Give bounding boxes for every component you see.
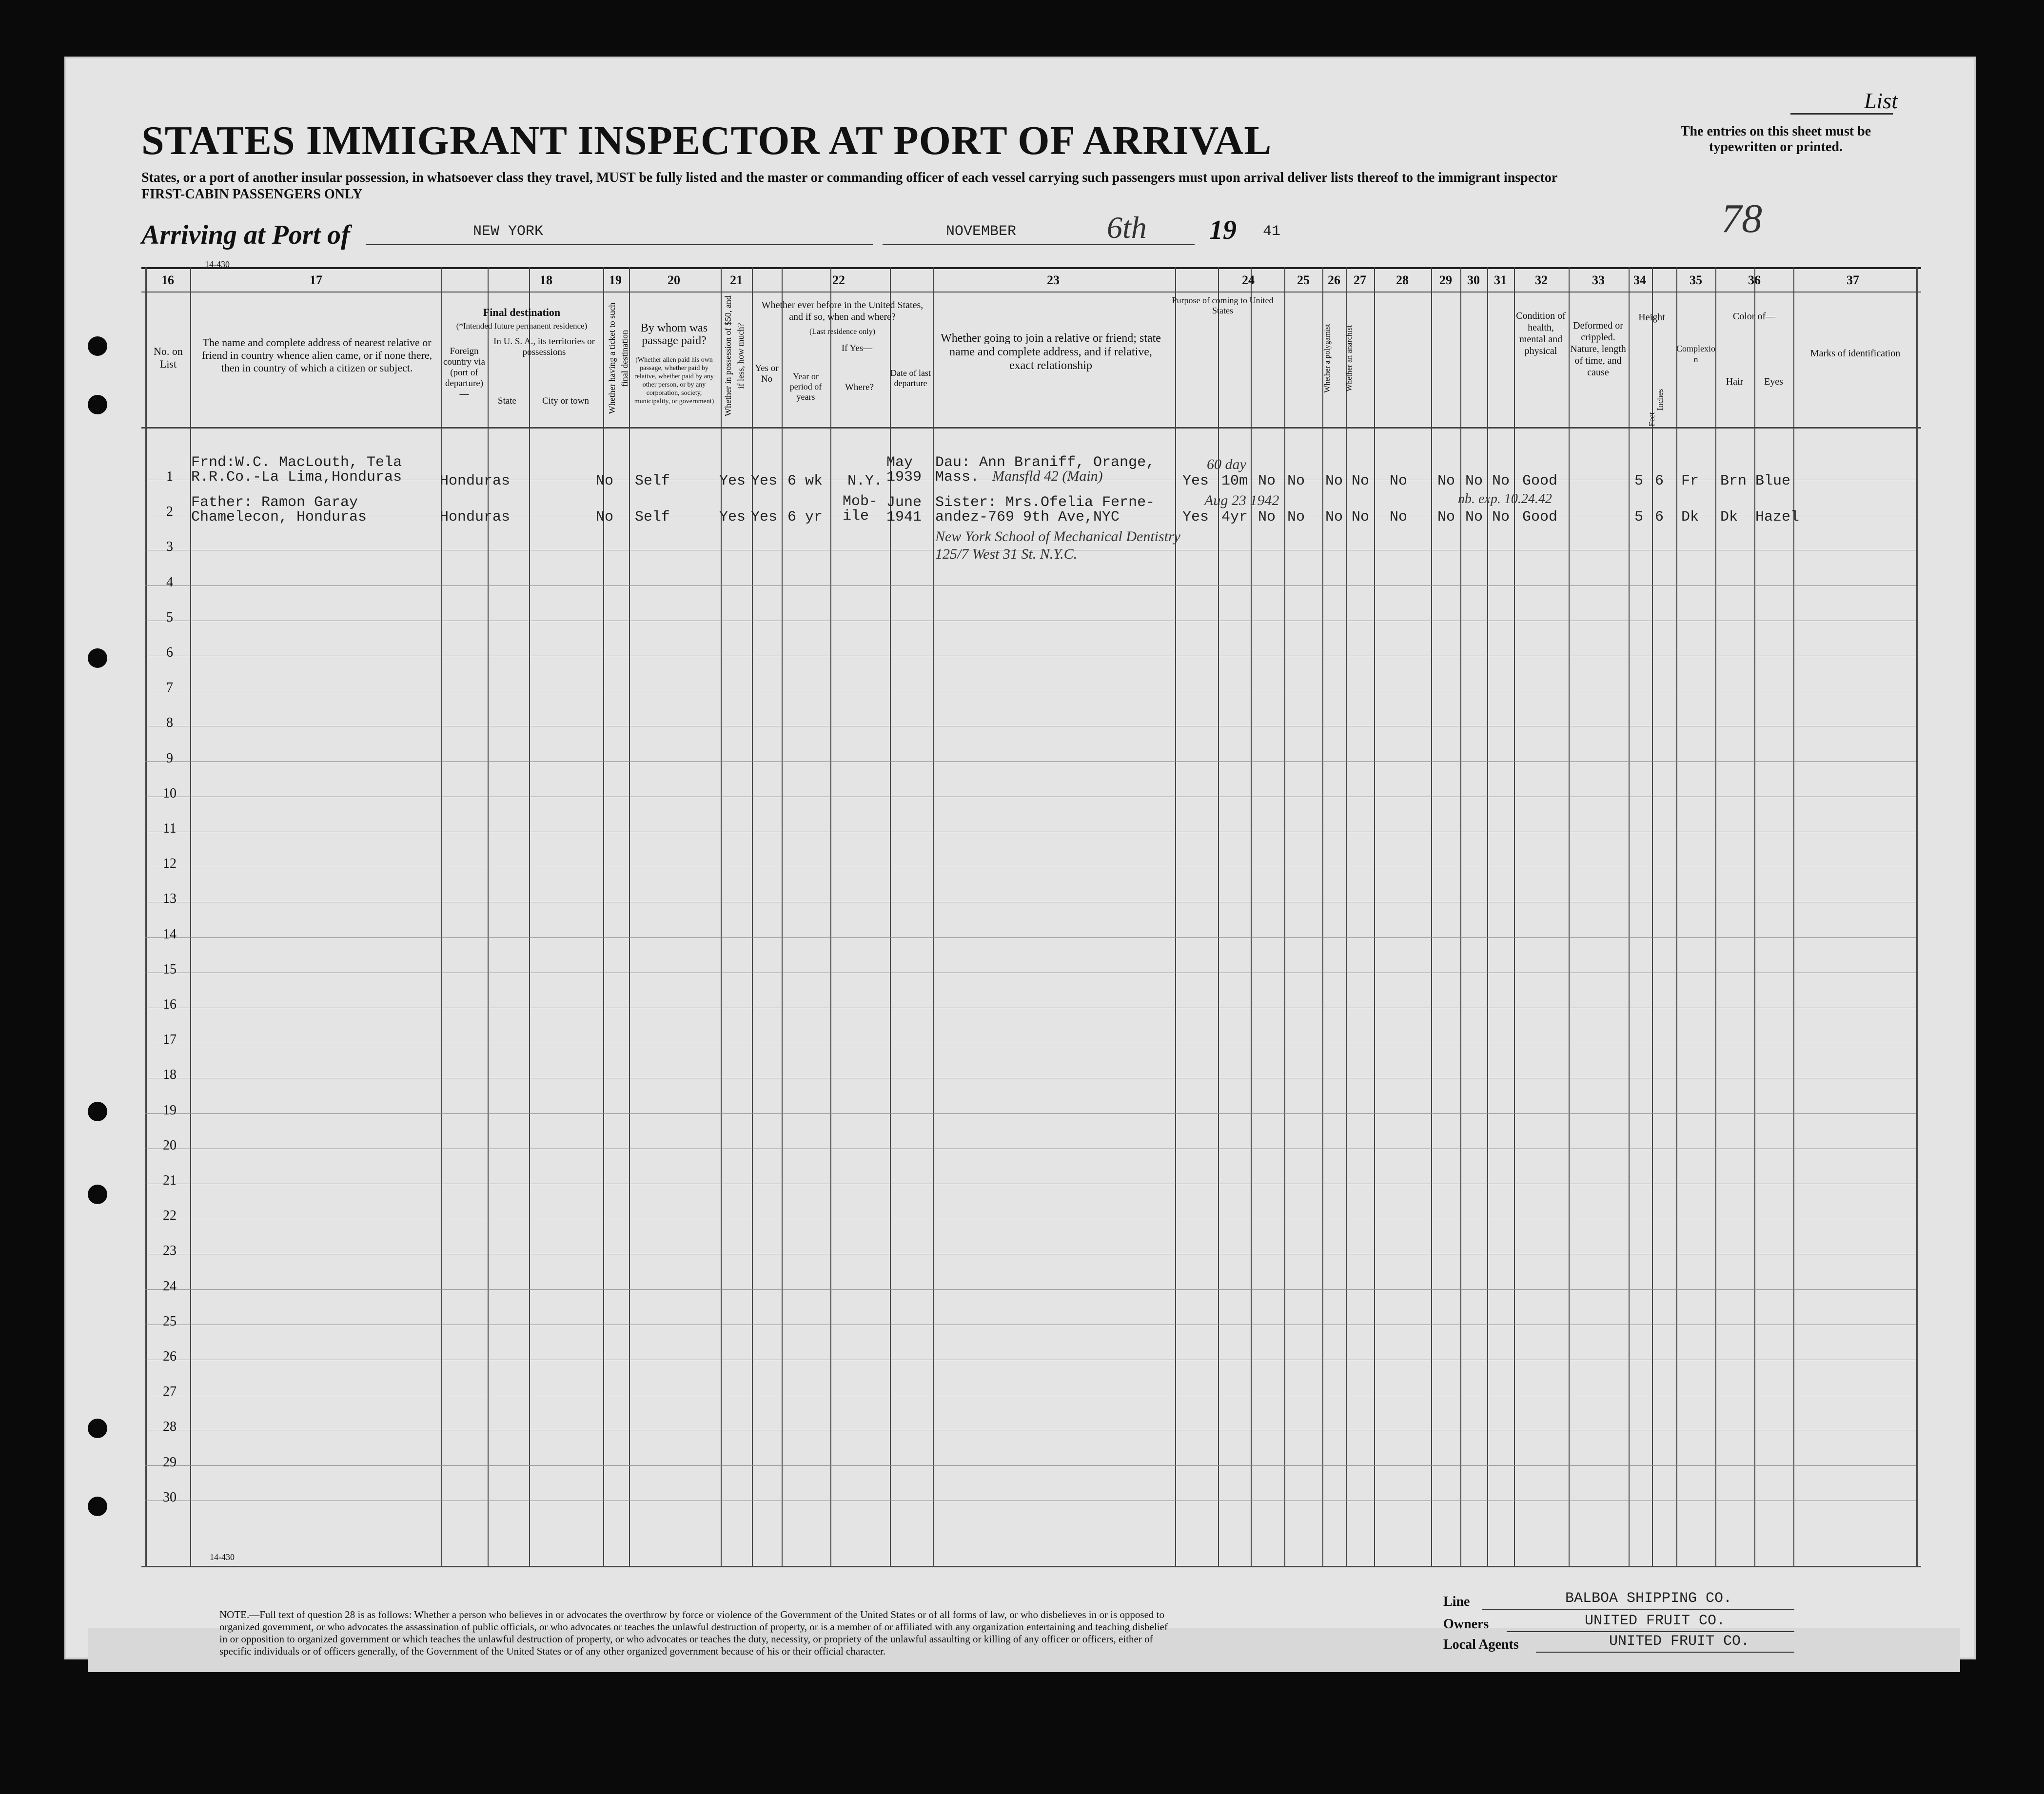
table-bottom-border (141, 1566, 1921, 1567)
column-number: 26 (1328, 273, 1340, 287)
state-header: State (498, 396, 516, 406)
owners-label: Owners (1443, 1617, 1489, 1632)
column-divider (1346, 267, 1347, 1566)
punch-hole (88, 648, 107, 668)
column-number: 36 (1748, 273, 1761, 287)
form-number: 14-430 (205, 259, 230, 269)
row-number: 16 (163, 997, 177, 1012)
purpose-note: 60 day (1207, 456, 1246, 472)
row-number: 6 (166, 645, 173, 660)
form-number-bottom: 14-430 (210, 1552, 235, 1562)
column-number: 21 (730, 273, 743, 287)
list-line (1790, 113, 1893, 115)
row-number: 23 (163, 1243, 177, 1259)
row-number: 25 (163, 1313, 177, 1329)
column-divider (145, 267, 147, 1566)
col30-note: nb. exp. 10.24.42 (1458, 491, 1552, 507)
list-label: List (1864, 88, 1898, 113)
column-divider (721, 267, 722, 1566)
hair-value: Brn (1720, 473, 1747, 489)
col-header-marks: Marks of identification (1810, 348, 1901, 359)
row-number: 3 (166, 539, 173, 555)
column-divider (1431, 267, 1432, 1566)
health-value: Good (1522, 473, 1558, 489)
anarchist-value: No (1352, 509, 1370, 526)
punch-hole (88, 1185, 107, 1204)
column-divider (1715, 267, 1716, 1566)
join-line-1: Dau: Ann Braniff, Orange, (935, 454, 1155, 471)
col29-value: No (1437, 509, 1455, 526)
column-number: 25 (1297, 273, 1310, 287)
final-dest-note: (*Intended future permanent residence) (456, 321, 588, 331)
column-divider (1460, 267, 1461, 1566)
column-divider (1175, 267, 1176, 1566)
col-header-passage: By whom was passage paid? (640, 322, 708, 347)
column-divider (1754, 267, 1755, 1566)
col29-value: No (1437, 473, 1455, 489)
column-divider (1374, 267, 1375, 1566)
date-line (883, 244, 1195, 245)
column-number: 28 (1396, 273, 1409, 287)
row-number: 13 (163, 891, 177, 907)
column-number: 29 (1439, 273, 1452, 287)
column-number: 19 (609, 273, 622, 287)
eyes-value: Hazel (1755, 509, 1800, 526)
row-number: 28 (163, 1419, 177, 1435)
row-number: 24 (163, 1278, 177, 1294)
month-value: NOVEMBER (946, 223, 1017, 240)
before-value: Yes (751, 473, 778, 489)
health-value: Good (1522, 509, 1558, 526)
column-number: 22 (832, 273, 845, 287)
header-note (141, 170, 1770, 203)
period-value: 6 yr (787, 509, 823, 526)
row-number: 30 (163, 1489, 177, 1505)
city-header: City or town (542, 396, 590, 406)
column-number: 37 (1847, 273, 1859, 287)
column-number: 30 (1467, 273, 1480, 287)
column-number: 27 (1354, 273, 1366, 287)
inches-header: Inches (1655, 389, 1665, 411)
row-number: 12 (163, 856, 177, 872)
line-label: Line (1443, 1594, 1470, 1609)
page-title: STATES IMMIGRANT INSPECTOR AT PORT OF ARRIVAL (141, 118, 1272, 163)
row-number: 17 (163, 1032, 177, 1048)
money-header: Whether in possession of $50, and if less, how much? (723, 295, 746, 416)
complexion-value: Dk (1681, 509, 1699, 526)
yes-no-header: Yes or No (755, 363, 779, 384)
column-divider (441, 267, 442, 1566)
col25-value: No (1287, 473, 1305, 489)
column-divider (933, 267, 934, 1566)
punch-hole (88, 395, 107, 414)
column-divider (1652, 267, 1653, 1566)
where-value: Mob-ile (843, 493, 878, 525)
feet-value: 5 (1634, 473, 1644, 489)
anarchist-value: No (1352, 473, 1370, 489)
period-value: 6 wk (787, 473, 823, 489)
row-number: 1 (166, 469, 173, 484)
anarchist-header: Whether an anarchist (1345, 325, 1354, 391)
length-value: 10m (1221, 473, 1248, 489)
row-number: 18 (163, 1067, 177, 1083)
table-top-border (141, 267, 1921, 269)
row-number: 20 (163, 1137, 177, 1153)
foreign-country: Honduras (440, 509, 511, 526)
day-value: 6th (1107, 210, 1147, 245)
question-28-note: NOTE.—Full text of question 28 is as follows: Whether a person who believes in or advocates the overthrow by force or violence of the Government of the United States or of all forms of law, or who disbelieves in or is opposed to organized government, or who advocates the assassination of public officials, or who advocates or teaches the unlawful destruction of property, or is a member of or affiliated with any organization entertaining and teaching disbelief in or opposition to organized government or which teaches the unlawful destruction of property, or who advocates or teaches the duty, necessity, or propriety of the unlawful assaulting or killing of any officer or officers, either of specific individuals or of officers generally, of the Government of the United States or of any other organized government because of his or their official character. (219, 1609, 1168, 1657)
owners-value: UNITED FRUIT CO. (1585, 1613, 1726, 1629)
inches-value: 6 (1655, 473, 1664, 489)
col31-value: No (1492, 509, 1510, 526)
purpose-note: Aug 23 1942 (1204, 492, 1279, 508)
column-number: 33 (1592, 273, 1605, 287)
passage-note: (Whether alien paid his own passage, whether paid by relative, whether paid by any other person, or by any corporation, society, municipality, or government) (634, 356, 714, 405)
row-number: 21 (163, 1173, 177, 1188)
polygamist-value: No (1325, 509, 1343, 526)
feet-header: Feet (1647, 412, 1656, 427)
column-divider (1916, 267, 1918, 1566)
row-line (145, 761, 1916, 762)
agents-label: Local Agents (1443, 1637, 1519, 1652)
column-number: 24 (1242, 273, 1255, 287)
column-divider (603, 267, 604, 1566)
column-divider (488, 267, 489, 1566)
column-divider (1793, 267, 1794, 1566)
join-handwritten: Mansfld 42 (Main) (992, 468, 1103, 484)
date-line-2: 1941 (886, 509, 922, 526)
line-underline (1482, 1609, 1794, 1610)
ticket-value: No (596, 473, 614, 489)
line-value: BALBOA SHIPPING CO. (1565, 1590, 1732, 1607)
passage-value: Self (635, 509, 670, 526)
row-number: 9 (166, 750, 173, 766)
column-divider (1569, 267, 1570, 1566)
row-number: 2 (166, 504, 173, 520)
relative-line-1: Frnd:W.C. MacLouth, Tela (191, 454, 402, 471)
before-value: Yes (751, 509, 778, 526)
row-number: 11 (163, 821, 177, 836)
punch-hole (88, 1102, 107, 1121)
year-suffix: 41 (1263, 223, 1281, 240)
punch-hole (88, 1497, 107, 1516)
where-header: Where? (845, 382, 874, 392)
column-divider (1487, 267, 1488, 1566)
column-divider (529, 267, 530, 1566)
manifest-sheet (66, 58, 1974, 1658)
complexion-value: Fr (1681, 473, 1699, 489)
col-header-before-us: Whether ever before in the United States, and if so, when and where? (761, 300, 924, 322)
col30-value: No (1465, 509, 1483, 526)
feet-value: 5 (1634, 509, 1644, 526)
row-line (145, 1465, 1916, 1466)
join-handwritten: New York School of Mechanical Dentistry (935, 528, 1180, 545)
column-divider (1251, 267, 1252, 1566)
row-number: 8 (166, 715, 173, 731)
row-number: 14 (163, 926, 177, 942)
foreign-country: Honduras (440, 473, 511, 489)
col-header-health: Condition of health, mental and physical (1516, 311, 1566, 356)
relative-line-2: Chamelecon, Honduras (191, 509, 367, 526)
hair-header: Hair (1726, 376, 1744, 387)
column-divider (1676, 267, 1677, 1566)
port-line (366, 244, 873, 245)
money-value: Yes (719, 509, 746, 526)
column-divider (1322, 267, 1323, 1566)
date-line-2: 1939 (886, 469, 922, 486)
column-number: 18 (540, 273, 552, 287)
last-residence-note: (Last residence only) (809, 328, 876, 336)
relative-line-1: Father: Ramon Garay (191, 494, 358, 511)
column-number: 20 (668, 273, 680, 287)
row-line (145, 1289, 1916, 1290)
column-number: 31 (1494, 273, 1507, 287)
column-number: 23 (1047, 273, 1060, 287)
row-line (145, 937, 1916, 938)
column-divider (1629, 267, 1630, 1566)
purpose-value: Yes (1182, 509, 1209, 526)
col-header-deformed: Deformed or crippled. Nature, length of time, and cause (1570, 320, 1626, 378)
row-number: 10 (163, 785, 177, 801)
col31-value: No (1492, 473, 1510, 489)
column-number: 35 (1690, 273, 1702, 287)
inches-value: 6 (1655, 509, 1664, 526)
join-line-1: Sister: Mrs.Ofelia Ferne- (935, 494, 1155, 511)
column-divider (1514, 267, 1515, 1566)
column-number: 32 (1535, 273, 1548, 287)
header-note-text: States, or a port of another insular possession, in whatsoever class they travel, MUST be fully listed and the master or commanding officer of each vessel carrying such passengers must upon arrival deliver lists thereof to the immigrant inspector (141, 170, 1558, 185)
col24c-value: No (1258, 473, 1276, 489)
column-divider (782, 267, 783, 1566)
foreign-country-header: Foreign country via (port of departure)— (443, 346, 485, 399)
row-number: 22 (163, 1208, 177, 1224)
year-prefix: 19 (1209, 215, 1237, 245)
port-value: NEW YORK (473, 223, 544, 240)
row-number: 27 (163, 1384, 177, 1400)
hair-value: Dk (1720, 509, 1738, 526)
col-header-purpose: Purpose of coming to United States (1172, 295, 1274, 315)
row-number: 7 (166, 680, 173, 696)
where-value: N.Y. (847, 473, 883, 489)
row-number: 29 (163, 1454, 177, 1470)
row-line (145, 1113, 1916, 1114)
ticket-value: No (596, 509, 614, 526)
column-divider (629, 267, 630, 1566)
polygamist-value: No (1325, 473, 1343, 489)
col-header-no: No. on List (154, 345, 183, 370)
polygamist-header: Whether a polygamist (1323, 324, 1332, 393)
list-number: 78 (1721, 196, 1762, 241)
row-number: 26 (163, 1349, 177, 1364)
col-header-height: Height (1638, 312, 1665, 323)
in-usa-header: In U. S. A., its territories or possessions (493, 336, 595, 357)
length-value: 4yr (1221, 509, 1248, 526)
date-line-1: June (886, 494, 922, 511)
eyes-header: Eyes (1764, 376, 1783, 387)
col25-value: No (1287, 509, 1305, 526)
col28-value: No (1390, 509, 1408, 526)
row-line (145, 585, 1916, 586)
column-number: 16 (161, 273, 174, 287)
col-header-relative: The name and complete address of nearest relative or friend in country whence alien came, or if none there, then in country of which a citizen or subject. (201, 336, 432, 374)
arriving-label: Arriving at Port of (141, 220, 350, 250)
column-divider (1284, 267, 1285, 1566)
row-number: 5 (166, 609, 173, 625)
if-yes-header: If Yes— (841, 343, 873, 353)
join-line-2: Mass. (935, 469, 980, 486)
col-header-join: Whether going to join a relative or friend; state name and complete address, and if relative, exact relationship (941, 332, 1161, 372)
agents-underline (1536, 1652, 1794, 1653)
column-number: 34 (1633, 273, 1646, 287)
column-divider (830, 267, 831, 1566)
row-number: 4 (166, 574, 173, 590)
date-line-1: May (886, 454, 913, 471)
relative-line-2: R.R.Co.-La Lima,Honduras (191, 469, 402, 486)
year-period-header: Year or period of years (789, 371, 822, 402)
ticket-header: Whether having a ticket to such final destination (607, 302, 629, 414)
date-departure-header: Date of last departure (890, 368, 931, 388)
col-header-color: Color of— (1732, 311, 1776, 322)
money-value: Yes (719, 473, 746, 489)
purpose-value: Yes (1182, 473, 1209, 489)
punch-hole (88, 1419, 107, 1438)
eyes-value: Blue (1755, 473, 1791, 489)
passage-value: Self (635, 473, 670, 489)
col-header-complexion: Complexion (1676, 344, 1715, 364)
col24c-value: No (1258, 509, 1276, 526)
column-divider (752, 267, 753, 1566)
row-number: 15 (163, 961, 177, 977)
column-number: 17 (310, 273, 322, 287)
row-number: 19 (163, 1102, 177, 1118)
class-note: FIRST-CABIN PASSENGERS ONLY (141, 187, 363, 202)
join-line-2: andez-769 9th Ave,NYC (935, 509, 1120, 526)
col-header-final-dest: Final destination (483, 306, 561, 318)
punch-hole (88, 336, 107, 356)
col28-value: No (1390, 473, 1408, 489)
entries-note: The entries on this sheet must be typewritten or printed. (1680, 124, 1871, 155)
agents-value: UNITED FRUIT CO. (1609, 1633, 1750, 1650)
join-handwritten-2: 125/7 West 31 St. N.Y.C. (935, 546, 1078, 562)
owners-underline (1507, 1631, 1794, 1632)
col30-value: No (1465, 473, 1483, 489)
